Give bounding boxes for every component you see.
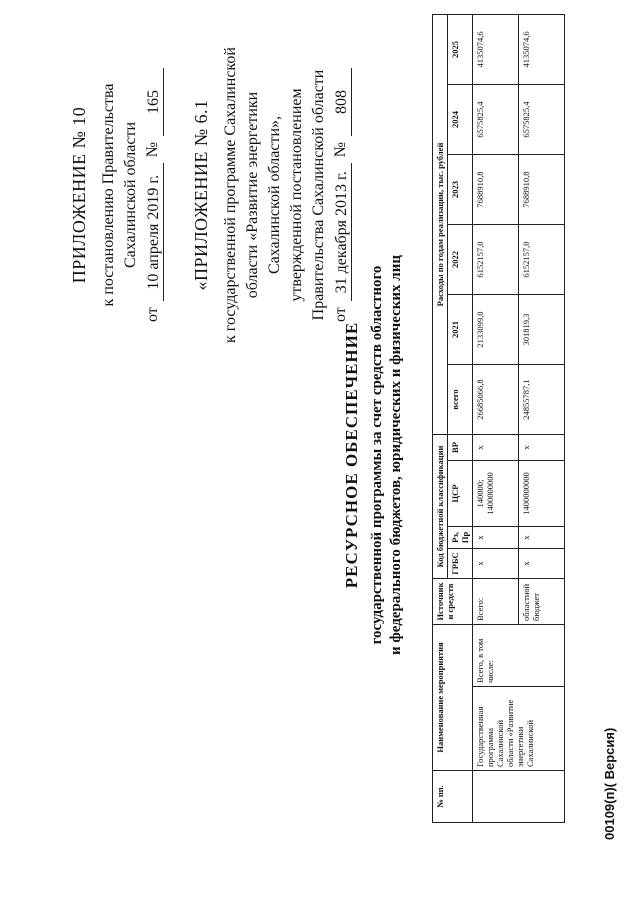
appendix-6-1-line1: к государственной программе Сахалинской [222,47,239,343]
cell-2025: 4135074,6 [519,14,565,84]
header-grbs: ГРБС [448,549,473,579]
appendix-6-1-line5: Правительства Сахалинской области [310,69,327,321]
header-budget-code: Код бюджетной классификации [433,435,448,579]
document-title-block [342,245,406,665]
cell-source: областной бюджет [519,579,565,625]
header-total: всего [448,365,473,435]
header-year-2022: 2022 [448,225,473,295]
appendix-10-block [68,30,164,360]
table-header-row-1 [433,14,448,822]
header-source: Источник и средств [433,579,473,625]
cell-total: 26685066,8 [473,365,519,435]
cell-rz-pr: х [473,527,519,549]
cell-2023: 7688910,8 [473,155,519,225]
header-expenses: Расходы по годам реализации, тыс. рублей [433,14,448,434]
cell-grbs: х [519,549,565,579]
cell-2023: 7688910,8 [519,155,565,225]
header-year-2024: 2024 [448,85,473,155]
appendix-6-1-from-label: от [332,307,349,323]
cell-2025: 4135074,6 [473,14,519,84]
document-subtitle-line1: государственной программы за счет средств областного [369,265,385,645]
document-footer: 00109(п)( Версия) [602,727,617,840]
cell-2021: 301819,3 [519,295,565,365]
appendix-10-line2: Сахалинской области [122,121,139,269]
header-year-2023: 2023 [448,155,473,225]
appendix-10-date: 10 апреля 2019 г. [145,163,164,301]
appendix-6-1-line4: утвержденной постановлением [288,88,305,302]
appendix-6-1-line2: области «Развитие энергетики [244,91,261,299]
appendix-6-1-no-label: № [332,141,349,158]
appendix-10-number: 165 [145,68,164,136]
appendix-6-1-date: 31 декабря 2013 г. [333,163,352,301]
header-rz-pr: Рз, Пр [448,527,473,549]
appendix-10-line1: к постановлению Правительства [100,83,117,307]
header-name: Наименование мероприятия [433,625,473,771]
header-year-2021: 2021 [448,295,473,365]
cell-2021: 2133099,0 [473,295,519,365]
document-title: РЕСУРСНОЕ ОБЕСПЕЧЕНИЕ [342,321,361,589]
appendix-6-1-number: 808 [333,68,352,136]
cell-rz-pr: х [519,527,565,549]
header-year-2025: 2025 [448,14,473,84]
table-row [473,14,519,822]
header-num: № пп. [433,771,473,823]
cell-2024: 6575825,4 [473,85,519,155]
appendix-10-from-label: от [144,307,161,323]
cell-2022: 6152157,0 [473,225,519,295]
cell-csr: 140000; 1400000000 [473,461,519,527]
appendix-10-no-label: № [144,141,161,158]
cell-csr: 1400000000 [519,461,565,527]
document-subtitle-line2: и федерального бюджетов, юридических и физических лиц [388,255,404,656]
cell-source: Всего: [473,579,519,625]
header-vr: ВР [448,435,473,461]
cell-program-name: Государственная программа Сахалинской области «Развитие энергетики Сахалинской [473,687,565,771]
cell-2022: 6152157,0 [519,225,565,295]
appendix-6-1-block [190,30,352,360]
cell-program-subname: Всего, в том числе: [473,625,565,687]
appendix-10-title: ПРИЛОЖЕНИЕ № 10 [69,106,89,284]
cell-vr: х [519,435,565,461]
appendix-10-date-line [142,30,164,360]
cell-grbs: х [473,549,519,579]
resource-table [432,14,565,823]
cell-vr: х [473,435,519,461]
cell-2024: 6575825,4 [519,85,565,155]
header-csr: ЦСР [448,461,473,527]
cell-total: 24855787,1 [519,365,565,435]
appendix-6-1-title: «ПРИЛОЖЕНИЕ № 6.1 [191,99,211,291]
appendix-6-1-line3: Сахалинской области», [266,115,283,275]
cell-num [473,771,565,823]
